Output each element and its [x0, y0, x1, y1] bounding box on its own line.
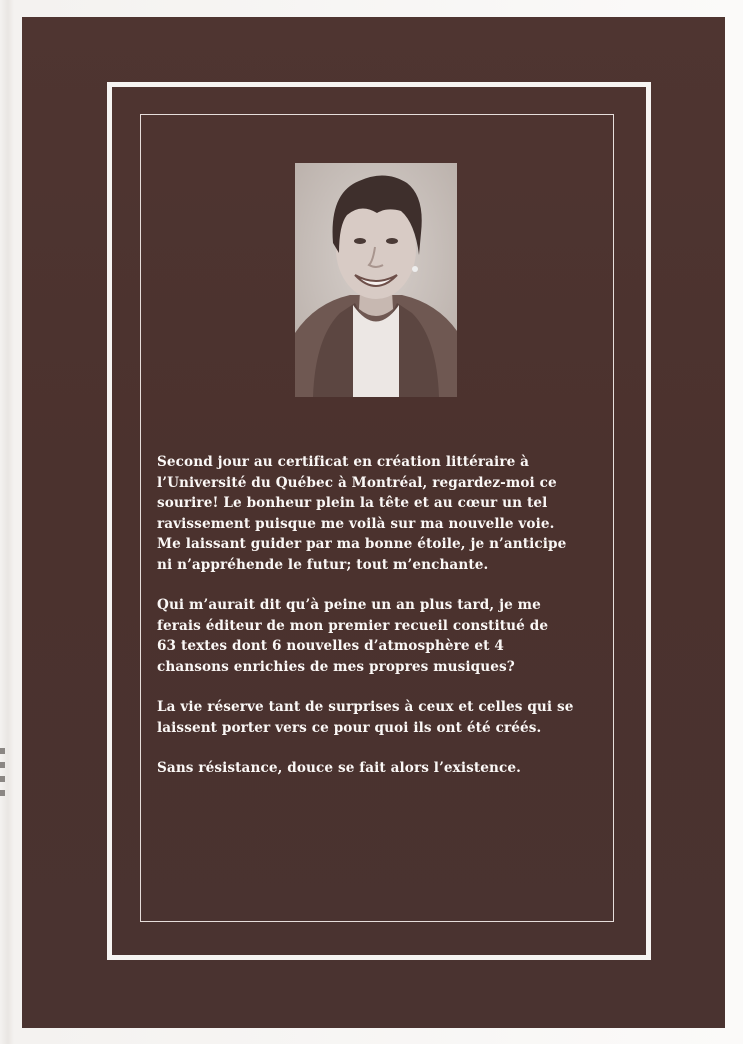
spine-edge-marks: [0, 748, 6, 848]
paragraph-closing: Sans résistance, douce se fait alors l’existence.: [157, 760, 521, 776]
author-portrait-photo: [295, 163, 457, 397]
edge-mark: [0, 748, 5, 754]
edge-mark: [0, 790, 5, 796]
edge-mark: [0, 776, 5, 782]
edge-mark: [0, 762, 5, 768]
portrait-illustration: [295, 163, 457, 397]
paragraph-first-day: Second jour au certificat en création littéraire à l’Université du Québec à Montréal, regardez-moi ce sourire! Le bonheur plein la tête et au cœur un tel ravissement puisque me voilà sur ma nouvelle voie. Me laissant guider par ma bonne étoile, je n’anticipe ni n’appréhende le futur; tout m’enchante.: [157, 454, 567, 573]
back-cover-text: [157, 452, 607, 799]
paragraph-surprises: La vie réserve tant de surprises à ceux et celles qui se laissent porter vers ce pour quoi ils ont été créés.: [157, 699, 574, 736]
paragraph-publisher: Qui m’aurait dit qu’à peine un an plus tard, je me ferais éditeur de mon premier recueil constitué de 63 textes dont 6 nouvelles d’atmosphère et 4 chansons enrichies de mes propres musiques?: [157, 597, 549, 675]
